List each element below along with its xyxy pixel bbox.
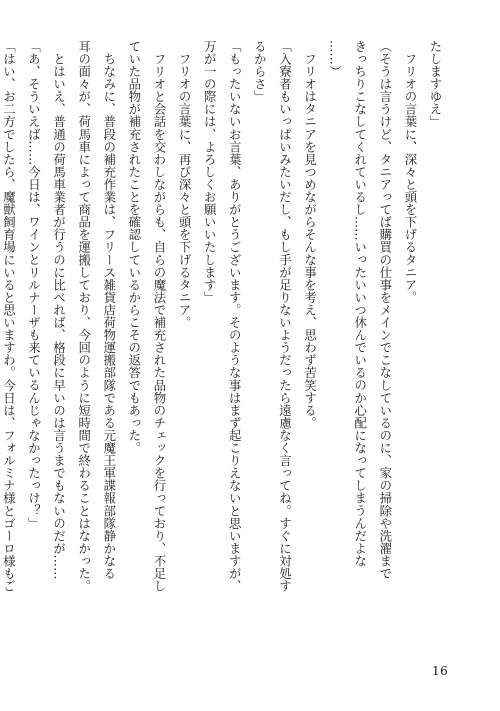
text-line: 「もったいないお言葉、ありがとうございます。そのような事はまず起こりえないと思いますが、: [227, 40, 243, 593]
text-line: ていた品物が補充されたことを確認しているからこその返答でもあった。: [126, 40, 142, 455]
text-line: るからさ」: [252, 40, 268, 103]
vertical-text-block: [1, 40, 448, 620]
text-line: 万が一の際には、よろしくお願いいたします」: [202, 40, 218, 304]
page-number: 16: [432, 664, 449, 678]
text-line: ……）: [327, 40, 343, 78]
text-line: 「あ、そういえば……今日は、ワインとリルナーザも来ているんじゃなかったっけ？」: [26, 40, 42, 530]
text-line: フリオと会話を交わしながらも、自らの魔法で補充された品物のチェックを行っており、不足し: [151, 40, 167, 593]
text-line: 「はい、お二方でしたら、魔獣飼育場にいると思いますわ。今日は、フォルミナ様とゴーロ様もご: [1, 40, 17, 593]
text-line: たしますゆえ」: [428, 40, 443, 128]
text-line: きっちりこなしてくれているし……いったいいつ休んでいるのか心配になってしまうんだよな: [352, 40, 368, 568]
text-line: とはいえ、普通の荷馬車業者が行うのに比べれば、格段に早いのは言うまでもないのだが……: [51, 40, 67, 580]
text-line: 耳の面々が、荷馬車によって商品を運搬しており、今回のように短時間で終わることはなかった。: [76, 40, 92, 593]
text-line: フリオの言葉に、再び深々と頭を下げるタニア。: [177, 40, 193, 329]
text-line: 「入寮者もいっぱいみたいだし、もし手が足りないようだったら遠慮なく言ってね。すぐに対処す: [277, 40, 293, 593]
text-line: （そうは言うけど、タニアってば購買の仕事をメインでこなしているのに、家の掃除や洗濯まで: [377, 40, 393, 580]
text-line: フリオはタニアを見つめながらそんな事を考え、思わず苦笑する。: [302, 40, 318, 430]
text-line: フリオの言葉に、深々と頭を下げるタニア。: [402, 40, 418, 304]
text-line: ちなみに、普段の補充作業は、フリース雑貨店荷物運搬部隊である元魔王軍諜報部隊静かなる: [101, 40, 117, 580]
